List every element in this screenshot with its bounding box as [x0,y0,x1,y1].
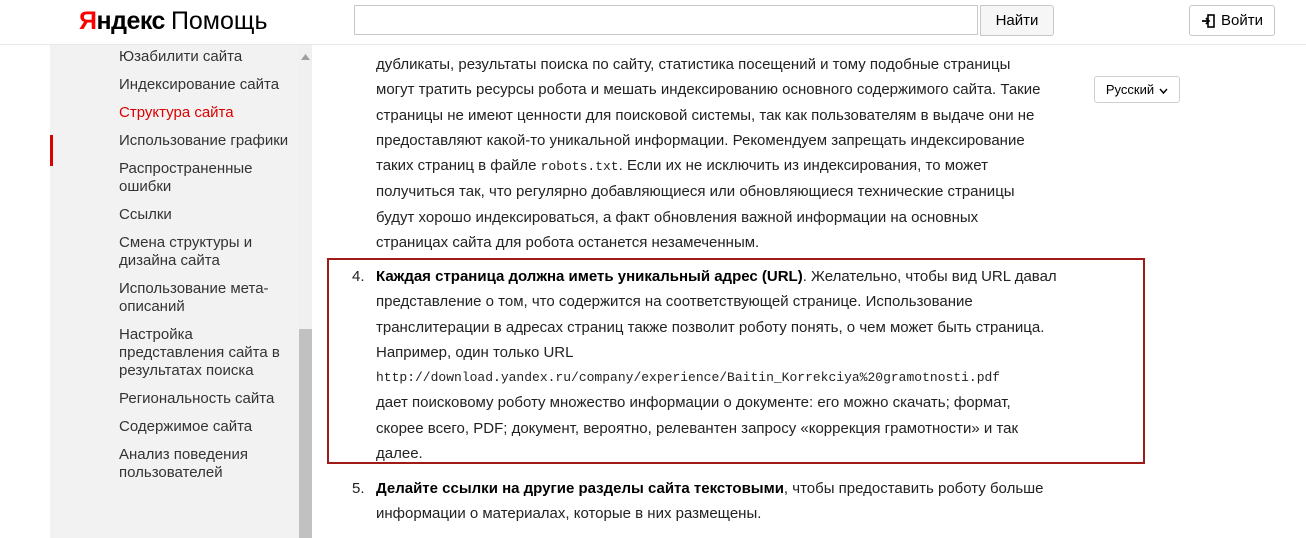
paragraph-item3-continuation: дубликаты, результаты поиска по сайту, статистика посещений и тому подобные страницы могут тратить ресурсы робота и мешать индексированию основного содержимого сайта. Такие страницы не имеют ценности для поисковой системы, так как пользователям в выдаче они не предоставляют какой-то уникальной информации. Рекомендуем запрещать индексирование таких страниц в файле robots.txt. Если их не исключить из индексирования, то может получиться так, что регулярно добавляющиеся или обновляющиеся технические страницы будут хорошо индексироваться, а факт обновления важной информации на основных страницах сайта для робота останется незамеченным. [376,56,1041,252]
chevron-down-icon [1159,82,1168,97]
active-item-marker [50,135,53,166]
robots-txt-code: robots.txt [540,159,619,175]
sidebar-item-usability[interactable]: Юзабилити сайта [119,48,243,65]
sidebar-list [119,36,299,492]
list-item-heading: Каждая страница должна иметь уникальный адрес (URL) [376,268,803,285]
sidebar-item-meta-descriptions[interactable]: Использование мета-описаний [119,280,269,315]
sidebar-item-user-behavior[interactable]: Анализ поведения пользователей [119,446,248,481]
language-label: Русский [1105,82,1155,97]
sidebar-item-graphics[interactable]: Использование графики [119,132,289,149]
yandex-help-logo[interactable] [79,7,268,35]
scroll-thumb[interactable] [299,329,312,538]
search-input[interactable] [354,5,978,35]
sidebar-item-content[interactable]: Содержимое сайта [119,418,253,435]
list-item-number: 5. [352,480,365,497]
sidebar-item-common-errors[interactable]: Распространенные ошибки [119,160,253,195]
list-item-heading: Делайте ссылки на другие разделы сайта текстовыми [376,480,784,497]
sidebar-item-regionality[interactable]: Региональность сайта [119,390,275,407]
logo-brand: Яндекс [79,7,165,35]
scroll-up-arrow-icon[interactable] [299,52,312,62]
login-label: Войти [1221,12,1263,29]
sidebar-item-indexing[interactable]: Индексирование сайта [119,76,280,93]
sidebar-item-structure[interactable]: Структура сайта [119,104,234,121]
example-url-code: http://download.yandex.ru/company/experience/Baitin_Korrekciya%20gramotnosti.pdf [376,370,1001,386]
sidebar-item-links[interactable]: Ссылки [119,206,172,223]
header [0,0,1306,45]
list-item-4: 4. Каждая страница должна иметь уникальный адрес (URL). Желательно, чтобы вид URL давал представление о том, что содержится на соответствующей странице. Использование транслитерации в адресах страниц также позволит роботу понять, о чем может быть страница. Например, один только URL http://download.yandex.ru/company/experience/Baitin_Korrekciya%20gramotnosti.pdf дает поисковому роботу множество информации о документе: его можно скачать; формат, скорее всего, PDF; документ, вероятно, релевантен запросу «коррекция грамотности» и так далее. [376,264,1116,466]
login-button[interactable] [1189,5,1275,36]
sidebar-item-redesign[interactable]: Смена структуры и дизайна сайта [119,234,253,269]
sidebar-item-search-presentation[interactable]: Настройка представления сайта в результатах поиска [119,326,280,379]
sidebar-nav [50,44,312,538]
logo-section: Помощь [170,7,268,35]
list-item-5: 5. Делайте ссылки на другие разделы сайта текстовыми, чтобы предоставить роботу больше информации о материалах, которые в них размещены. [376,476,1116,527]
sidebar-scrollbar[interactable] [299,44,312,538]
search-button[interactable]: Найти [980,5,1054,36]
login-icon [1201,14,1215,28]
language-select[interactable] [1094,76,1180,103]
list-item-number: 4. [352,268,365,285]
